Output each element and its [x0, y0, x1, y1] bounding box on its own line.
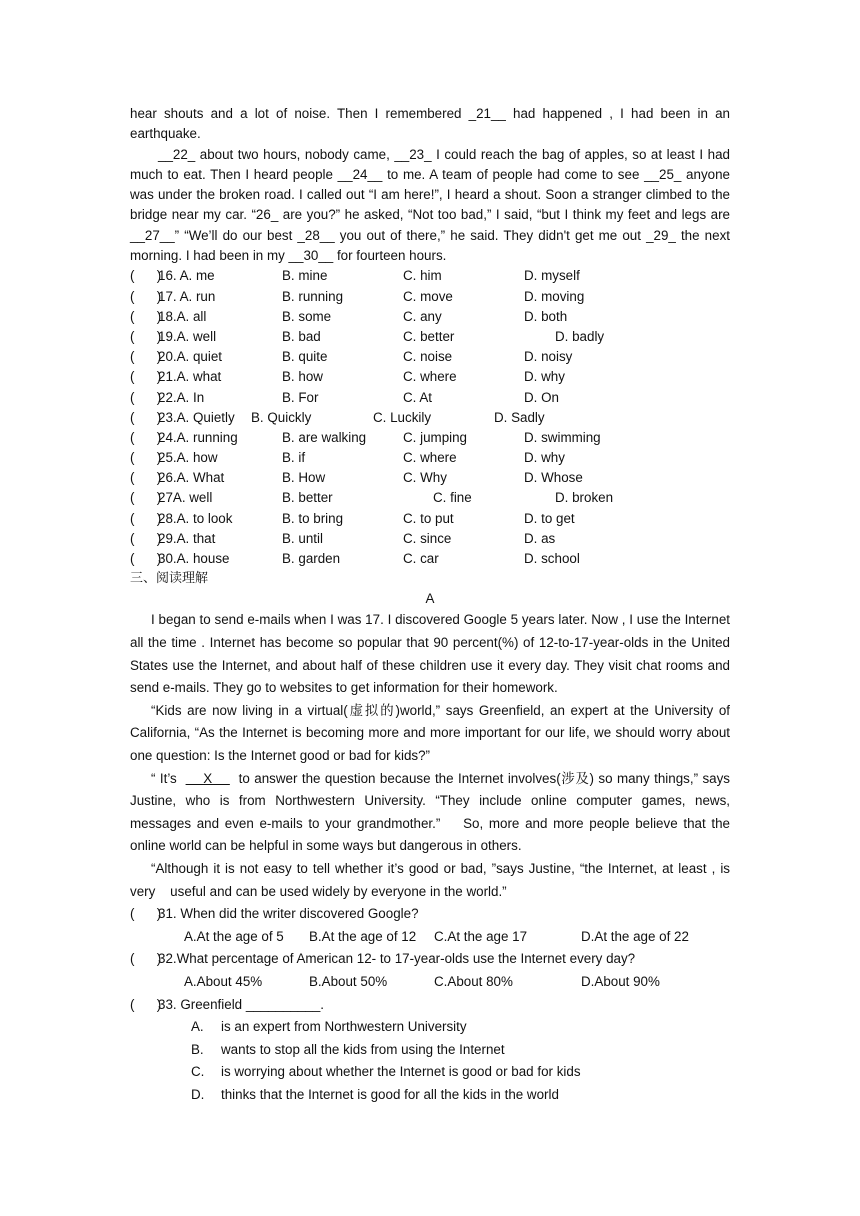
option-a: 27A. well — [158, 490, 213, 506]
option-c: C. since — [403, 530, 452, 546]
cloze-options — [130, 266, 730, 569]
answer-paren: ( ) — [130, 389, 162, 405]
question-31-choices — [130, 926, 730, 949]
option-d: D. why — [524, 369, 565, 385]
cloze-paragraph-2: __22_ about two hours, nobody came, __23_ I could reach the bag of apples, so at least I had much to eat. Then I heard people __24__ to me. A team of people had come to see __25_ anyone was under the broken road. I called out “I am here!”, I heard a shout. Soon a stranger climbed to the bridge near my car. “26_ are you?” he asked, “Not too bad,” I said, “but I think my feet and legs are __27__” “We’ll do our best _28__ you out of there,” he said. They didn't get me out _29_ the next morning. I had been in my __30__ for fourteen hours. — [130, 146, 730, 264]
option-a: 18.A. all — [158, 308, 207, 324]
option-c: C. fine — [433, 490, 472, 506]
option-a: 28.A. to look — [158, 510, 233, 526]
option-b: B. running — [282, 288, 344, 304]
option-c: C. At — [403, 389, 433, 405]
option-d: D. both — [524, 308, 568, 324]
option-a: 23.A. Quietly — [158, 409, 235, 425]
option-b: B. bad — [282, 328, 321, 344]
option-c: C. move — [403, 288, 453, 304]
option-row — [130, 408, 730, 428]
choice-c: C.At the age 17 — [434, 928, 528, 944]
exam-page — [130, 104, 734, 1107]
option-a: 19.A. well — [158, 328, 217, 344]
option-c: C. car — [403, 551, 439, 566]
option-d: D. badly — [555, 328, 605, 344]
option-row — [130, 448, 730, 468]
answer-paren: ( ) — [130, 369, 162, 385]
option-c: C. where — [403, 369, 457, 385]
answer-paren: ( ) — [130, 429, 162, 445]
choice-c: C.About 80% — [434, 973, 513, 989]
answer-paren: ( ) — [130, 328, 162, 344]
choice-letter: A. — [191, 1019, 204, 1035]
choice-d: D.At the age of 22 — [581, 928, 689, 944]
option-row — [130, 327, 730, 347]
choice-text: wants to stop all the kids from using the Internet — [221, 1041, 505, 1057]
p3-post: to answer the question because the Internet involves(涉及) so many things,” says Justine, who is from Northwestern University. “They include online computer games, news, messages and even e-mails to your grandmother.” So, more and more people believe that the online world can be helpful in some ways but dangerous in others. — [130, 770, 734, 854]
option-b: B. better — [282, 490, 333, 506]
option-row — [130, 488, 730, 508]
option-c: C. to put — [403, 510, 454, 526]
option-d: D. to get — [524, 510, 575, 526]
choice-d: D.About 90% — [581, 973, 660, 989]
option-b: B. garden — [282, 551, 341, 566]
choice-a: A.At the age of 5 — [184, 928, 284, 944]
option-c: C. noise — [403, 349, 453, 365]
option-a: 20.A. quiet — [158, 349, 223, 365]
option-d: D. school — [524, 551, 580, 566]
answer-paren: ( ) — [130, 450, 162, 466]
choice-b: B.At the age of 12 — [309, 928, 417, 944]
option-a: 29.A. that — [158, 530, 216, 546]
option-b: B. Quickly — [251, 409, 312, 425]
question-text: 33. Greenfield __________. — [158, 996, 325, 1012]
answer-paren: ( ) — [130, 288, 162, 304]
question-31 — [130, 903, 730, 926]
option-a: 30.A. house — [158, 551, 230, 566]
option-a: 16. A. me — [158, 268, 215, 284]
option-d: D. On — [524, 389, 559, 405]
answer-paren: ( ) — [130, 951, 162, 967]
option-b: B. For — [282, 389, 319, 405]
option-d: D. Whose — [524, 470, 583, 486]
answer-paren: ( ) — [130, 349, 162, 365]
option-a: 25.A. how — [158, 450, 218, 466]
option-d: D. as — [524, 530, 556, 546]
choice-b: B.About 50% — [309, 973, 388, 989]
cloze-paragraph-1: hear shouts and a lot of noise. Then I remembered _21__ had happened , I had been in an earthquake. — [130, 106, 730, 142]
option-d: D. myself — [524, 268, 580, 284]
choice-a: A.About 45% — [184, 973, 263, 989]
option-c: C. Why — [403, 470, 447, 486]
option-row — [130, 367, 730, 387]
option-row — [130, 266, 730, 286]
option-b: B. if — [282, 450, 306, 466]
option-a: 17. A. run — [158, 288, 216, 304]
passage-label: A — [425, 591, 435, 607]
option-row — [130, 509, 730, 529]
option-b: B. how — [282, 369, 323, 385]
option-row — [130, 468, 730, 488]
question-text: 32.What percentage of American 12- to 17-year-olds use the Internet every day? — [158, 951, 636, 967]
option-row — [130, 388, 730, 408]
reading-paragraph-4: “Although it is not easy to tell whether it’s good or bad, ”says Justine, “the Internet, at least , is very useful and can be used widely by everyone in the world.” — [130, 861, 734, 899]
choice-b — [130, 1039, 730, 1062]
answer-paren: ( ) — [130, 308, 162, 324]
option-b: B. How — [282, 470, 326, 486]
question-text: 31. When did the writer discovered Google? — [158, 906, 419, 922]
option-c: C. jumping — [403, 429, 468, 445]
option-row — [130, 287, 730, 307]
answer-paren: ( ) — [130, 490, 162, 506]
option-c: C. him — [403, 268, 442, 284]
p3-pre: “ It’s — [151, 770, 186, 786]
option-row — [130, 347, 730, 367]
answer-paren: ( ) — [130, 268, 162, 284]
option-d: D. moving — [524, 288, 585, 304]
option-row — [130, 529, 730, 549]
answer-paren: ( ) — [130, 510, 162, 526]
p3-blank: X — [185, 770, 230, 786]
choice-letter: C. — [191, 1064, 205, 1080]
question-32 — [130, 948, 730, 971]
option-d: D. why — [524, 450, 565, 466]
option-row — [130, 428, 730, 448]
option-b: B. to bring — [282, 510, 344, 526]
option-c: C. better — [403, 328, 455, 344]
reading-paragraph-2: “Kids are now living in a virtual(虚拟的)world,” says Greenfield, an expert at the University of California, “As the Internet is becoming more and more important for our life, we should worry about one question: Is the Internet good or bad for kids?” — [130, 702, 730, 764]
answer-paren: ( ) — [130, 906, 162, 922]
option-a: 24.A. running — [158, 429, 238, 445]
answer-paren: ( ) — [130, 409, 162, 425]
option-b: B. some — [282, 308, 332, 324]
answer-paren: ( ) — [130, 470, 162, 486]
choice-letter: D. — [191, 1086, 205, 1102]
option-c: C. where — [403, 450, 457, 466]
question-33 — [130, 994, 730, 1017]
option-b: B. until — [282, 530, 323, 546]
option-c: C. Luckily — [373, 409, 432, 425]
option-c: C. any — [403, 308, 442, 324]
reading-paragraph-3 — [130, 768, 734, 858]
answer-paren: ( ) — [130, 996, 162, 1012]
option-a: 22.A. In — [158, 389, 205, 405]
section-title: 三、阅读理解 — [130, 571, 209, 587]
choice-text: thinks that the Internet is good for all the kids in the world — [221, 1086, 559, 1102]
option-d: D. swimming — [524, 429, 601, 445]
choice-letter: B. — [191, 1041, 204, 1057]
option-b: B. mine — [282, 268, 328, 284]
option-a: 26.A. What — [158, 470, 225, 486]
answer-paren: ( ) — [130, 551, 162, 566]
choice-a — [130, 1016, 730, 1039]
option-d: D. Sadly — [494, 409, 545, 425]
choice-c — [130, 1061, 730, 1084]
question-33-choices — [130, 1016, 730, 1106]
option-b: B. quite — [282, 349, 328, 365]
option-d: D. broken — [555, 490, 614, 506]
choice-d — [130, 1084, 730, 1107]
option-a: 21.A. what — [158, 369, 222, 385]
reading-paragraph-1: I began to send e-mails when I was 17. I discovered Google 5 years later. Now , I use the Internet all the time . Internet has become so popular that 90 percent(%) of 12-to-17-year-olds in the United States use the Internet, and about half of these children use it every day. They visit chat rooms and send e-mails. They go to websites to get information for their homework. — [130, 612, 730, 696]
option-b: B. are walking — [282, 429, 367, 445]
answer-paren: ( ) — [130, 530, 162, 546]
option-row — [130, 549, 730, 569]
choice-text: is an expert from Northwestern University — [221, 1019, 467, 1035]
option-row — [130, 307, 730, 327]
choice-text: is worrying about whether the Internet is good or bad for kids — [221, 1064, 581, 1080]
option-d: D. noisy — [524, 349, 573, 365]
question-32-choices — [130, 971, 730, 994]
